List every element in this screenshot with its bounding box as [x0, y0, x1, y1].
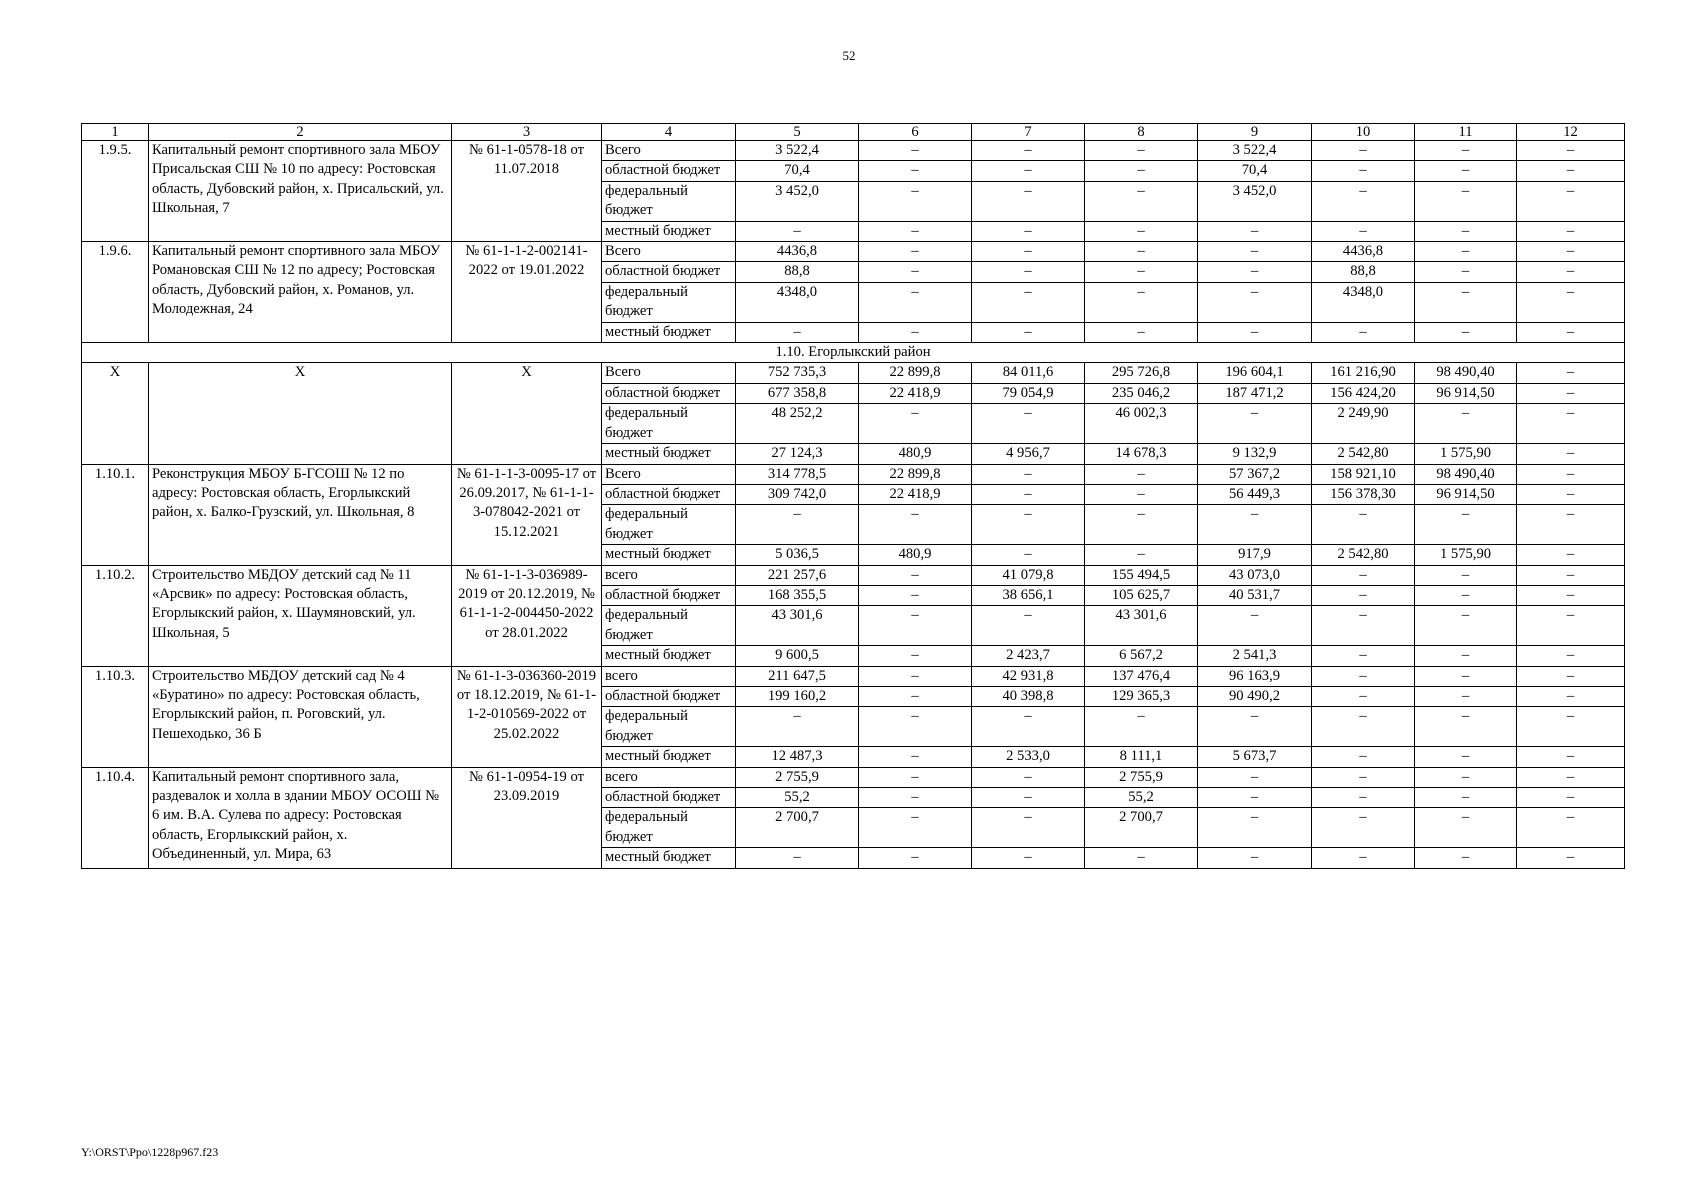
- amount-cell: –: [972, 545, 1085, 565]
- amount-cell: 22 418,9: [859, 383, 972, 403]
- amount-cell: –: [972, 788, 1085, 808]
- amount-cell: –: [1415, 666, 1517, 686]
- amount-cell: –: [859, 666, 972, 686]
- amount-cell: –: [1517, 686, 1625, 706]
- amount-cell: 3 452,0: [1198, 181, 1312, 221]
- amount-cell: 156 424,20: [1312, 383, 1415, 403]
- amount-cell: –: [1198, 505, 1312, 545]
- amount-cell: 96 914,50: [1415, 484, 1517, 504]
- funding-source: областной бюджет: [602, 585, 736, 605]
- amount-cell: 57 367,2: [1198, 464, 1312, 484]
- amount-cell: –: [1415, 322, 1517, 342]
- amount-cell: –: [736, 848, 859, 868]
- funding-source: всего: [602, 666, 736, 686]
- amount-cell: 70,4: [736, 161, 859, 181]
- amount-cell: –: [1198, 242, 1312, 262]
- amount-cell: –: [972, 161, 1085, 181]
- amount-cell: –: [1312, 221, 1415, 241]
- object-name: Строительство МБДОУ детский сад № 11 «Арсвик» по адресу: Ростовская область, Егорлыкский район, х. Шаумяновский, ул. Школьная, 5: [149, 565, 452, 666]
- amount-cell: 480,9: [859, 545, 972, 565]
- amount-cell: –: [1085, 505, 1198, 545]
- amount-cell: –: [1517, 585, 1625, 605]
- funding-source: областной бюджет: [602, 686, 736, 706]
- amount-cell: 22 899,8: [859, 363, 972, 383]
- funding-source: областной бюджет: [602, 262, 736, 282]
- funding-source: Всего: [602, 363, 736, 383]
- amount-cell: –: [1517, 484, 1625, 504]
- amount-cell: –: [1312, 181, 1415, 221]
- amount-cell: 2 755,9: [736, 767, 859, 787]
- amount-cell: –: [972, 808, 1085, 848]
- amount-cell: 98 490,40: [1415, 464, 1517, 484]
- amount-cell: –: [859, 747, 972, 767]
- amount-cell: –: [1517, 404, 1625, 444]
- amount-cell: 40 398,8: [972, 686, 1085, 706]
- amount-cell: –: [1517, 282, 1625, 322]
- amount-cell: 90 490,2: [1198, 686, 1312, 706]
- amount-cell: 2 423,7: [972, 646, 1085, 666]
- amount-cell: –: [1085, 848, 1198, 868]
- amount-cell: –: [1517, 221, 1625, 241]
- table-row: [82, 767, 1625, 787]
- amount-cell: –: [859, 505, 972, 545]
- header-row: [82, 124, 1625, 141]
- amount-cell: –: [859, 565, 972, 585]
- amount-cell: 309 742,0: [736, 484, 859, 504]
- amount-cell: 12 487,3: [736, 747, 859, 767]
- amount-cell: –: [1415, 747, 1517, 767]
- amount-cell: 137 476,4: [1085, 666, 1198, 686]
- amount-cell: –: [1517, 322, 1625, 342]
- document-number: № 61-1-3-036360-2019 от 18.12.2019, № 61-1-1-2-010569-2022 от 25.02.2022: [452, 666, 602, 767]
- amount-cell: –: [1415, 181, 1517, 221]
- amount-cell: –: [1415, 404, 1517, 444]
- amount-cell: –: [1198, 848, 1312, 868]
- amount-cell: –: [1517, 444, 1625, 464]
- amount-cell: –: [1198, 282, 1312, 322]
- amount-cell: 96 914,50: [1415, 383, 1517, 403]
- table-row: [82, 464, 1625, 484]
- amount-cell: –: [1085, 161, 1198, 181]
- amount-cell: –: [1312, 646, 1415, 666]
- amount-cell: –: [1085, 545, 1198, 565]
- funding-source: федеральный бюджет: [602, 808, 736, 848]
- amount-cell: 9 600,5: [736, 646, 859, 666]
- funding-source: областной бюджет: [602, 383, 736, 403]
- amount-cell: 199 160,2: [736, 686, 859, 706]
- funding-source: местный бюджет: [602, 747, 736, 767]
- amount-cell: 22 899,8: [859, 464, 972, 484]
- amount-cell: –: [1415, 646, 1517, 666]
- amount-cell: 677 358,8: [736, 383, 859, 403]
- amount-cell: –: [1085, 322, 1198, 342]
- amount-cell: 2 541,3: [1198, 646, 1312, 666]
- funding-source: областной бюджет: [602, 484, 736, 504]
- amount-cell: 161 216,90: [1312, 363, 1415, 383]
- amount-cell: –: [1517, 707, 1625, 747]
- object-name: Строительство МБДОУ детский сад № 4 «Буратино» по адресу: Ростовская область, Егорлыкский район, п. Роговский, ул. Пешеходько, 36 Б: [149, 666, 452, 767]
- amount-cell: –: [1415, 565, 1517, 585]
- funding-source: всего: [602, 565, 736, 585]
- amount-cell: 1 575,90: [1415, 444, 1517, 464]
- column-number: 1: [82, 124, 149, 141]
- item-number: 1.10.1.: [82, 464, 149, 565]
- amount-cell: 4348,0: [736, 282, 859, 322]
- amount-cell: –: [1198, 606, 1312, 646]
- amount-cell: –: [1415, 788, 1517, 808]
- amount-cell: 196 604,1: [1198, 363, 1312, 383]
- amount-cell: –: [1517, 545, 1625, 565]
- amount-cell: –: [1312, 808, 1415, 848]
- amount-cell: 46 002,3: [1085, 404, 1198, 444]
- amount-cell: –: [1517, 181, 1625, 221]
- amount-cell: –: [859, 181, 972, 221]
- amount-cell: –: [1085, 262, 1198, 282]
- amount-cell: –: [1085, 464, 1198, 484]
- amount-cell: 3 522,4: [1198, 141, 1312, 161]
- amount-cell: 42 931,8: [972, 666, 1085, 686]
- section-row: [82, 343, 1625, 363]
- amount-cell: –: [1517, 262, 1625, 282]
- table-row: [82, 363, 1625, 383]
- document-number: № 61-1-0578-18 от 11.07.2018: [452, 141, 602, 242]
- amount-cell: 2 700,7: [736, 808, 859, 848]
- amount-cell: –: [1517, 848, 1625, 868]
- amount-cell: –: [972, 484, 1085, 504]
- amount-cell: –: [1415, 282, 1517, 322]
- amount-cell: 4 956,7: [972, 444, 1085, 464]
- column-number: 10: [1312, 124, 1415, 141]
- amount-cell: –: [1415, 505, 1517, 545]
- amount-cell: –: [1312, 788, 1415, 808]
- amount-cell: 70,4: [1198, 161, 1312, 181]
- column-number: 6: [859, 124, 972, 141]
- amount-cell: –: [972, 322, 1085, 342]
- funding-source: федеральный бюджет: [602, 282, 736, 322]
- amount-cell: –: [1198, 767, 1312, 787]
- amount-cell: 4436,8: [1312, 242, 1415, 262]
- amount-cell: –: [1198, 788, 1312, 808]
- amount-cell: 295 726,8: [1085, 363, 1198, 383]
- funding-source: местный бюджет: [602, 322, 736, 342]
- amount-cell: 6 567,2: [1085, 646, 1198, 666]
- amount-cell: –: [1517, 161, 1625, 181]
- amount-cell: –: [1517, 383, 1625, 403]
- object-name: Капитальный ремонт спортивного зала МБОУ Присальская СШ № 10 по адресу: Ростовская область, Дубовский район, х. Присальский, ул. Школьная, 7: [149, 141, 452, 242]
- amount-cell: 3 522,4: [736, 141, 859, 161]
- amount-cell: 155 494,5: [1085, 565, 1198, 585]
- amount-cell: –: [859, 808, 972, 848]
- amount-cell: –: [859, 646, 972, 666]
- column-number: 8: [1085, 124, 1198, 141]
- amount-cell: –: [972, 404, 1085, 444]
- column-number: 9: [1198, 124, 1312, 141]
- funding-source: Всего: [602, 141, 736, 161]
- amount-cell: 187 471,2: [1198, 383, 1312, 403]
- funding-source: всего: [602, 767, 736, 787]
- amount-cell: –: [859, 221, 972, 241]
- column-number: 3: [452, 124, 602, 141]
- amount-cell: 2 542,80: [1312, 444, 1415, 464]
- amount-cell: –: [859, 141, 972, 161]
- object-name: Капитальный ремонт спортивного зала МБОУ Романовская СШ № 12 по адресу; Ростовская область, Дубовский район, х. Романов, ул. Молодежная, 24: [149, 242, 452, 343]
- amount-cell: –: [1517, 242, 1625, 262]
- amount-cell: –: [859, 707, 972, 747]
- funding-source: федеральный бюджет: [602, 181, 736, 221]
- amount-cell: 4348,0: [1312, 282, 1415, 322]
- item-number: 1.10.2.: [82, 565, 149, 666]
- amount-cell: 211 647,5: [736, 666, 859, 686]
- table-row: [82, 565, 1625, 585]
- funding-source: местный бюджет: [602, 444, 736, 464]
- amount-cell: 105 625,7: [1085, 585, 1198, 605]
- funding-source: федеральный бюджет: [602, 707, 736, 747]
- amount-cell: –: [1517, 767, 1625, 787]
- table-row: [82, 666, 1625, 686]
- amount-cell: –: [1415, 606, 1517, 646]
- amount-cell: –: [1517, 666, 1625, 686]
- amount-cell: 43 073,0: [1198, 565, 1312, 585]
- amount-cell: –: [972, 262, 1085, 282]
- amount-cell: –: [1312, 565, 1415, 585]
- amount-cell: –: [1085, 221, 1198, 241]
- amount-cell: –: [1312, 505, 1415, 545]
- amount-cell: –: [972, 141, 1085, 161]
- amount-cell: –: [859, 848, 972, 868]
- amount-cell: –: [1085, 282, 1198, 322]
- amount-cell: –: [1312, 707, 1415, 747]
- amount-cell: 88,8: [736, 262, 859, 282]
- amount-cell: 55,2: [1085, 788, 1198, 808]
- amount-cell: 156 378,30: [1312, 484, 1415, 504]
- amount-cell: 56 449,3: [1198, 484, 1312, 504]
- amount-cell: 917,9: [1198, 545, 1312, 565]
- amount-cell: –: [736, 322, 859, 342]
- column-number: 11: [1415, 124, 1517, 141]
- amount-cell: 2 700,7: [1085, 808, 1198, 848]
- object-name: Капитальный ремонт спортивного зала, раздевалок и холла в здании МБОУ ОСОШ № 6 им. В.А. Сулева по адресу: Ростовская область, Егорлыкский район, х. Объединенный, ул. Мира, 63: [149, 767, 452, 868]
- amount-cell: 55,2: [736, 788, 859, 808]
- amount-cell: –: [859, 585, 972, 605]
- funding-source: федеральный бюджет: [602, 404, 736, 444]
- amount-cell: 14 678,3: [1085, 444, 1198, 464]
- amount-cell: 221 257,6: [736, 565, 859, 585]
- item-number: 1.10.3.: [82, 666, 149, 767]
- funding-source: Всего: [602, 464, 736, 484]
- amount-cell: 8 111,1: [1085, 747, 1198, 767]
- amount-cell: –: [1415, 686, 1517, 706]
- file-path-footer: Y:\ORST\Ppo\1228p967.f23: [81, 1145, 219, 1159]
- object-name: Реконструкция МБОУ Б-ГСОШ № 12 по адресу: Ростовская область, Егорлыкский район, х. Балко-Грузский, ул. Школьная, 8: [149, 464, 452, 565]
- section-title: 1.10. Егорлыкский район: [82, 343, 1625, 363]
- document-number: № 61-1-1-3-0095-17 от 26.09.2017, № 61-1-1-3-078042-2021 от 15.12.2021: [452, 464, 602, 565]
- amount-cell: –: [1415, 262, 1517, 282]
- amount-cell: –: [1517, 788, 1625, 808]
- amount-cell: –: [1415, 242, 1517, 262]
- amount-cell: –: [1198, 707, 1312, 747]
- funding-source: местный бюджет: [602, 221, 736, 241]
- amount-cell: –: [859, 282, 972, 322]
- amount-cell: –: [972, 505, 1085, 545]
- amount-cell: –: [859, 788, 972, 808]
- funding-source: областной бюджет: [602, 788, 736, 808]
- column-number: 4: [602, 124, 736, 141]
- amount-cell: –: [1517, 606, 1625, 646]
- table-row: [82, 242, 1625, 262]
- amount-cell: 43 301,6: [1085, 606, 1198, 646]
- amount-cell: –: [1517, 565, 1625, 585]
- amount-cell: –: [1415, 161, 1517, 181]
- item-number: 1.10.4.: [82, 767, 149, 868]
- amount-cell: 48 252,2: [736, 404, 859, 444]
- document-number: Х: [452, 363, 602, 464]
- amount-cell: 84 011,6: [972, 363, 1085, 383]
- amount-cell: 98 490,40: [1415, 363, 1517, 383]
- amount-cell: –: [859, 161, 972, 181]
- document-number: № 61-1-1-2-002141-2022 от 19.01.2022: [452, 242, 602, 343]
- amount-cell: –: [859, 242, 972, 262]
- column-number: 12: [1517, 124, 1625, 141]
- amount-cell: –: [972, 848, 1085, 868]
- column-number: 2: [149, 124, 452, 141]
- amount-cell: 40 531,7: [1198, 585, 1312, 605]
- amount-cell: 158 921,10: [1312, 464, 1415, 484]
- item-number: 1.9.6.: [82, 242, 149, 343]
- funding-source: областной бюджет: [602, 161, 736, 181]
- amount-cell: –: [1415, 848, 1517, 868]
- item-number: 1.9.5.: [82, 141, 149, 242]
- amount-cell: 752 735,3: [736, 363, 859, 383]
- funding-source: местный бюджет: [602, 545, 736, 565]
- object-name: Х: [149, 363, 452, 464]
- amount-cell: –: [1312, 686, 1415, 706]
- amount-cell: 3 452,0: [736, 181, 859, 221]
- amount-cell: 79 054,9: [972, 383, 1085, 403]
- amount-cell: 43 301,6: [736, 606, 859, 646]
- amount-cell: –: [1085, 484, 1198, 504]
- amount-cell: –: [1415, 221, 1517, 241]
- funding-source: местный бюджет: [602, 646, 736, 666]
- amount-cell: 38 656,1: [972, 585, 1085, 605]
- amount-cell: –: [1312, 666, 1415, 686]
- amount-cell: –: [1517, 646, 1625, 666]
- amount-cell: –: [1312, 767, 1415, 787]
- amount-cell: –: [1415, 808, 1517, 848]
- amount-cell: –: [1198, 808, 1312, 848]
- amount-cell: 9 132,9: [1198, 444, 1312, 464]
- amount-cell: –: [1198, 322, 1312, 342]
- column-number: 7: [972, 124, 1085, 141]
- amount-cell: –: [1517, 363, 1625, 383]
- amount-cell: –: [1312, 141, 1415, 161]
- amount-cell: –: [1517, 808, 1625, 848]
- amount-cell: –: [1198, 404, 1312, 444]
- amount-cell: –: [972, 464, 1085, 484]
- amount-cell: 5 673,7: [1198, 747, 1312, 767]
- amount-cell: –: [1517, 464, 1625, 484]
- amount-cell: 314 778,5: [736, 464, 859, 484]
- funding-source: местный бюджет: [602, 848, 736, 868]
- amount-cell: 88,8: [1312, 262, 1415, 282]
- amount-cell: –: [1415, 707, 1517, 747]
- amount-cell: 2 533,0: [972, 747, 1085, 767]
- amount-cell: 27 124,3: [736, 444, 859, 464]
- document-number: № 61-1-1-3-036989-2019 от 20.12.2019, № 61-1-1-2-004450-2022 от 28.01.2022: [452, 565, 602, 666]
- amount-cell: 5 036,5: [736, 545, 859, 565]
- amount-cell: –: [859, 404, 972, 444]
- amount-cell: 4436,8: [736, 242, 859, 262]
- budget-table: [81, 123, 1625, 869]
- amount-cell: –: [736, 221, 859, 241]
- item-number: Х: [82, 363, 149, 464]
- amount-cell: –: [1415, 585, 1517, 605]
- amount-cell: 41 079,8: [972, 565, 1085, 585]
- document-number: № 61-1-0954-19 от 23.09.2019: [452, 767, 602, 868]
- amount-cell: –: [1517, 141, 1625, 161]
- amount-cell: –: [972, 606, 1085, 646]
- amount-cell: –: [1312, 161, 1415, 181]
- amount-cell: –: [972, 221, 1085, 241]
- amount-cell: –: [1312, 585, 1415, 605]
- amount-cell: 96 163,9: [1198, 666, 1312, 686]
- amount-cell: –: [859, 686, 972, 706]
- amount-cell: 235 046,2: [1085, 383, 1198, 403]
- amount-cell: 2 542,80: [1312, 545, 1415, 565]
- amount-cell: –: [1312, 747, 1415, 767]
- amount-cell: –: [1312, 606, 1415, 646]
- amount-cell: –: [859, 606, 972, 646]
- amount-cell: 2 755,9: [1085, 767, 1198, 787]
- amount-cell: –: [859, 322, 972, 342]
- funding-source: федеральный бюджет: [602, 505, 736, 545]
- amount-cell: –: [1415, 141, 1517, 161]
- amount-cell: –: [1312, 322, 1415, 342]
- amount-cell: –: [972, 282, 1085, 322]
- table-row: [82, 141, 1625, 161]
- column-number: 5: [736, 124, 859, 141]
- funding-source: федеральный бюджет: [602, 606, 736, 646]
- amount-cell: –: [736, 707, 859, 747]
- amount-cell: –: [1517, 747, 1625, 767]
- funding-source: Всего: [602, 242, 736, 262]
- amount-cell: –: [1198, 262, 1312, 282]
- amount-cell: 2 249,90: [1312, 404, 1415, 444]
- amount-cell: –: [972, 181, 1085, 221]
- amount-cell: 22 418,9: [859, 484, 972, 504]
- amount-cell: –: [972, 767, 1085, 787]
- amount-cell: 480,9: [859, 444, 972, 464]
- amount-cell: 129 365,3: [1085, 686, 1198, 706]
- page-number: 52: [842, 48, 856, 63]
- amount-cell: –: [972, 707, 1085, 747]
- amount-cell: –: [1085, 707, 1198, 747]
- amount-cell: –: [1085, 141, 1198, 161]
- amount-cell: –: [1085, 181, 1198, 221]
- amount-cell: 168 355,5: [736, 585, 859, 605]
- amount-cell: –: [1312, 848, 1415, 868]
- amount-cell: –: [1198, 221, 1312, 241]
- amount-cell: –: [736, 505, 859, 545]
- amount-cell: –: [859, 767, 972, 787]
- amount-cell: –: [972, 242, 1085, 262]
- amount-cell: –: [1085, 242, 1198, 262]
- amount-cell: 1 575,90: [1415, 545, 1517, 565]
- amount-cell: –: [1415, 767, 1517, 787]
- amount-cell: –: [859, 262, 972, 282]
- amount-cell: –: [1517, 505, 1625, 545]
